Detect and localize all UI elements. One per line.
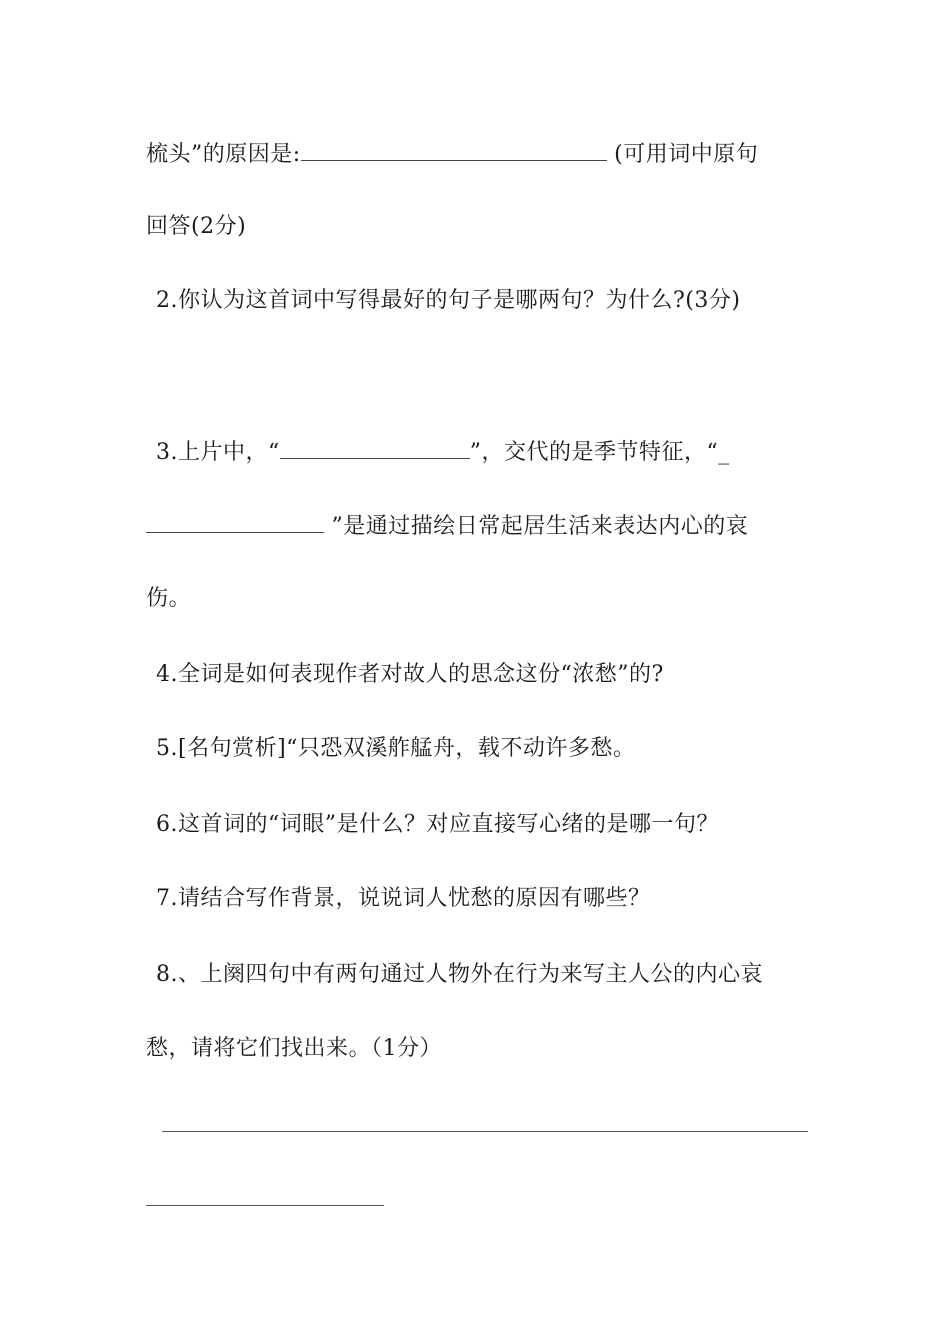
q1-answer-blank[interactable] — [301, 138, 607, 161]
question-2: 2.你认为这首词中写得最好的句子是哪两句？为什么?(3分) — [156, 288, 741, 313]
q8-line-2: 愁，请将它们找出来。（1分） — [146, 1036, 442, 1061]
q3-middle: ”，交代的是季节特征，“_ — [469, 440, 730, 465]
q1-prefix: 梳头”的原因是: — [146, 142, 301, 167]
question-5: 5.[名句赏析]“只恐双溪舴艋舟，载不动许多愁。 — [156, 736, 636, 761]
q3-answer-blank-1[interactable] — [280, 436, 470, 459]
q3-line-2 — [146, 510, 810, 542]
q3-line-3: 伤。 — [146, 586, 192, 611]
question-4: 4.全词是如何表现作者对故人的思念这份“浓愁”的? — [156, 662, 664, 687]
question-6: 6.这首词的“词眼”是什么？对应直接写心绪的是哪一句？ — [156, 812, 719, 837]
q1-line-2: 回答(2分) — [146, 214, 247, 239]
answer-line-2[interactable] — [146, 1205, 384, 1206]
q3-answer-blank-2[interactable] — [146, 510, 324, 533]
q1-line-1 — [146, 138, 810, 170]
q8-line-1: 8.、上阕四句中有两句通过人物外在行为来写主人公的内心哀 — [156, 962, 763, 987]
question-7: 7.请结合写作背景，说说词人忧愁的原因有哪些？ — [156, 886, 651, 911]
q1-suffix: (可用词中原句 — [614, 142, 759, 167]
q3-prefix: 3.上片中，“ — [156, 440, 280, 465]
q3-line-1 — [156, 436, 820, 468]
answer-line-1[interactable] — [162, 1131, 808, 1132]
q3-line2-suffix: ”是通过描绘日常起居生活来表达内心的哀 — [331, 514, 749, 539]
